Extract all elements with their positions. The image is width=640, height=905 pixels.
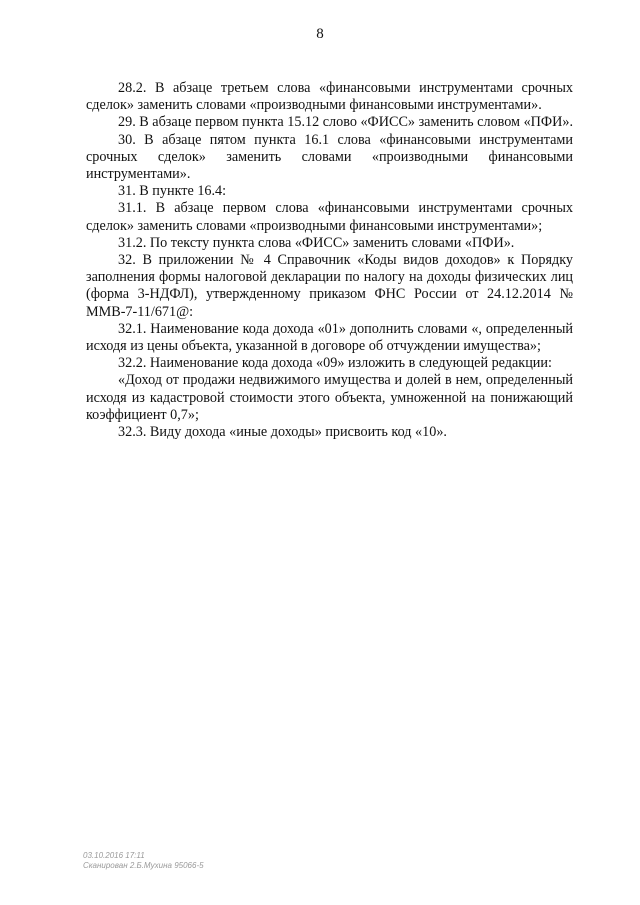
document-body bbox=[86, 80, 573, 441]
paragraph-quote: «Доход от продажи недвижимого имущества и долей в нем, определенный исходя из кадастровой стоимости этого объекта, умноженной на понижающий коэффициент 0,7»; bbox=[86, 372, 573, 423]
footer-stamp-line2: Сканирован 2.Б.Мухина 95066-5 bbox=[83, 861, 204, 870]
paragraph-31: 31. В пункте 16.4: bbox=[118, 183, 227, 200]
paragraph-32-3: 32.3. Виду дохода «иные доходы» присвоить код «10». bbox=[118, 424, 447, 441]
footer-stamp bbox=[83, 851, 204, 871]
paragraph-31-2: 31.2. По тексту пункта слова «ФИСС» заменить словами «ПФИ». bbox=[118, 234, 515, 251]
footer-stamp-line1: 03.10.2016 17:11 bbox=[83, 851, 145, 860]
paragraph-32-2: 32.2. Наименование кода дохода «09» изложить в следующей редакции: bbox=[118, 355, 552, 372]
paragraph-32: 32. В приложении № 4 Справочник «Коды видов доходов» к Порядку заполнения формы налоговой декларации по налогу на доходы физических лиц (форма 3-НДФЛ), утвержденному приказом ФНС России от 24.12.2014 № ММВ-7-11/671@: bbox=[86, 252, 573, 320]
paragraph-28-2: 28.2. В абзаце третьем слова «финансовыми инструментами срочных сделок» заменить словами «производными финансовыми инструментами». bbox=[86, 80, 573, 114]
paragraph-29: 29. В абзаце первом пункта 15.12 слово «ФИСС» заменить словом «ПФИ». bbox=[118, 114, 574, 131]
page-number: 8 bbox=[316, 26, 324, 42]
paragraph-31-1: 31.1. В абзаце первом слова «финансовыми инструментами срочных сделок» заменить словами «производными финансовыми инструментами»; bbox=[86, 200, 573, 234]
paragraph-32-1: 32.1. Наименование кода дохода «01» дополнить словами «, определенный исходя из цены объекта, указанной в договоре об отчуждении имущества»; bbox=[86, 320, 573, 355]
paragraph-30: 30. В абзаце пятом пункта 16.1 слова «финансовыми инструментами срочных сделок» заменить словами «производными финансовыми инструментами». bbox=[86, 131, 573, 183]
